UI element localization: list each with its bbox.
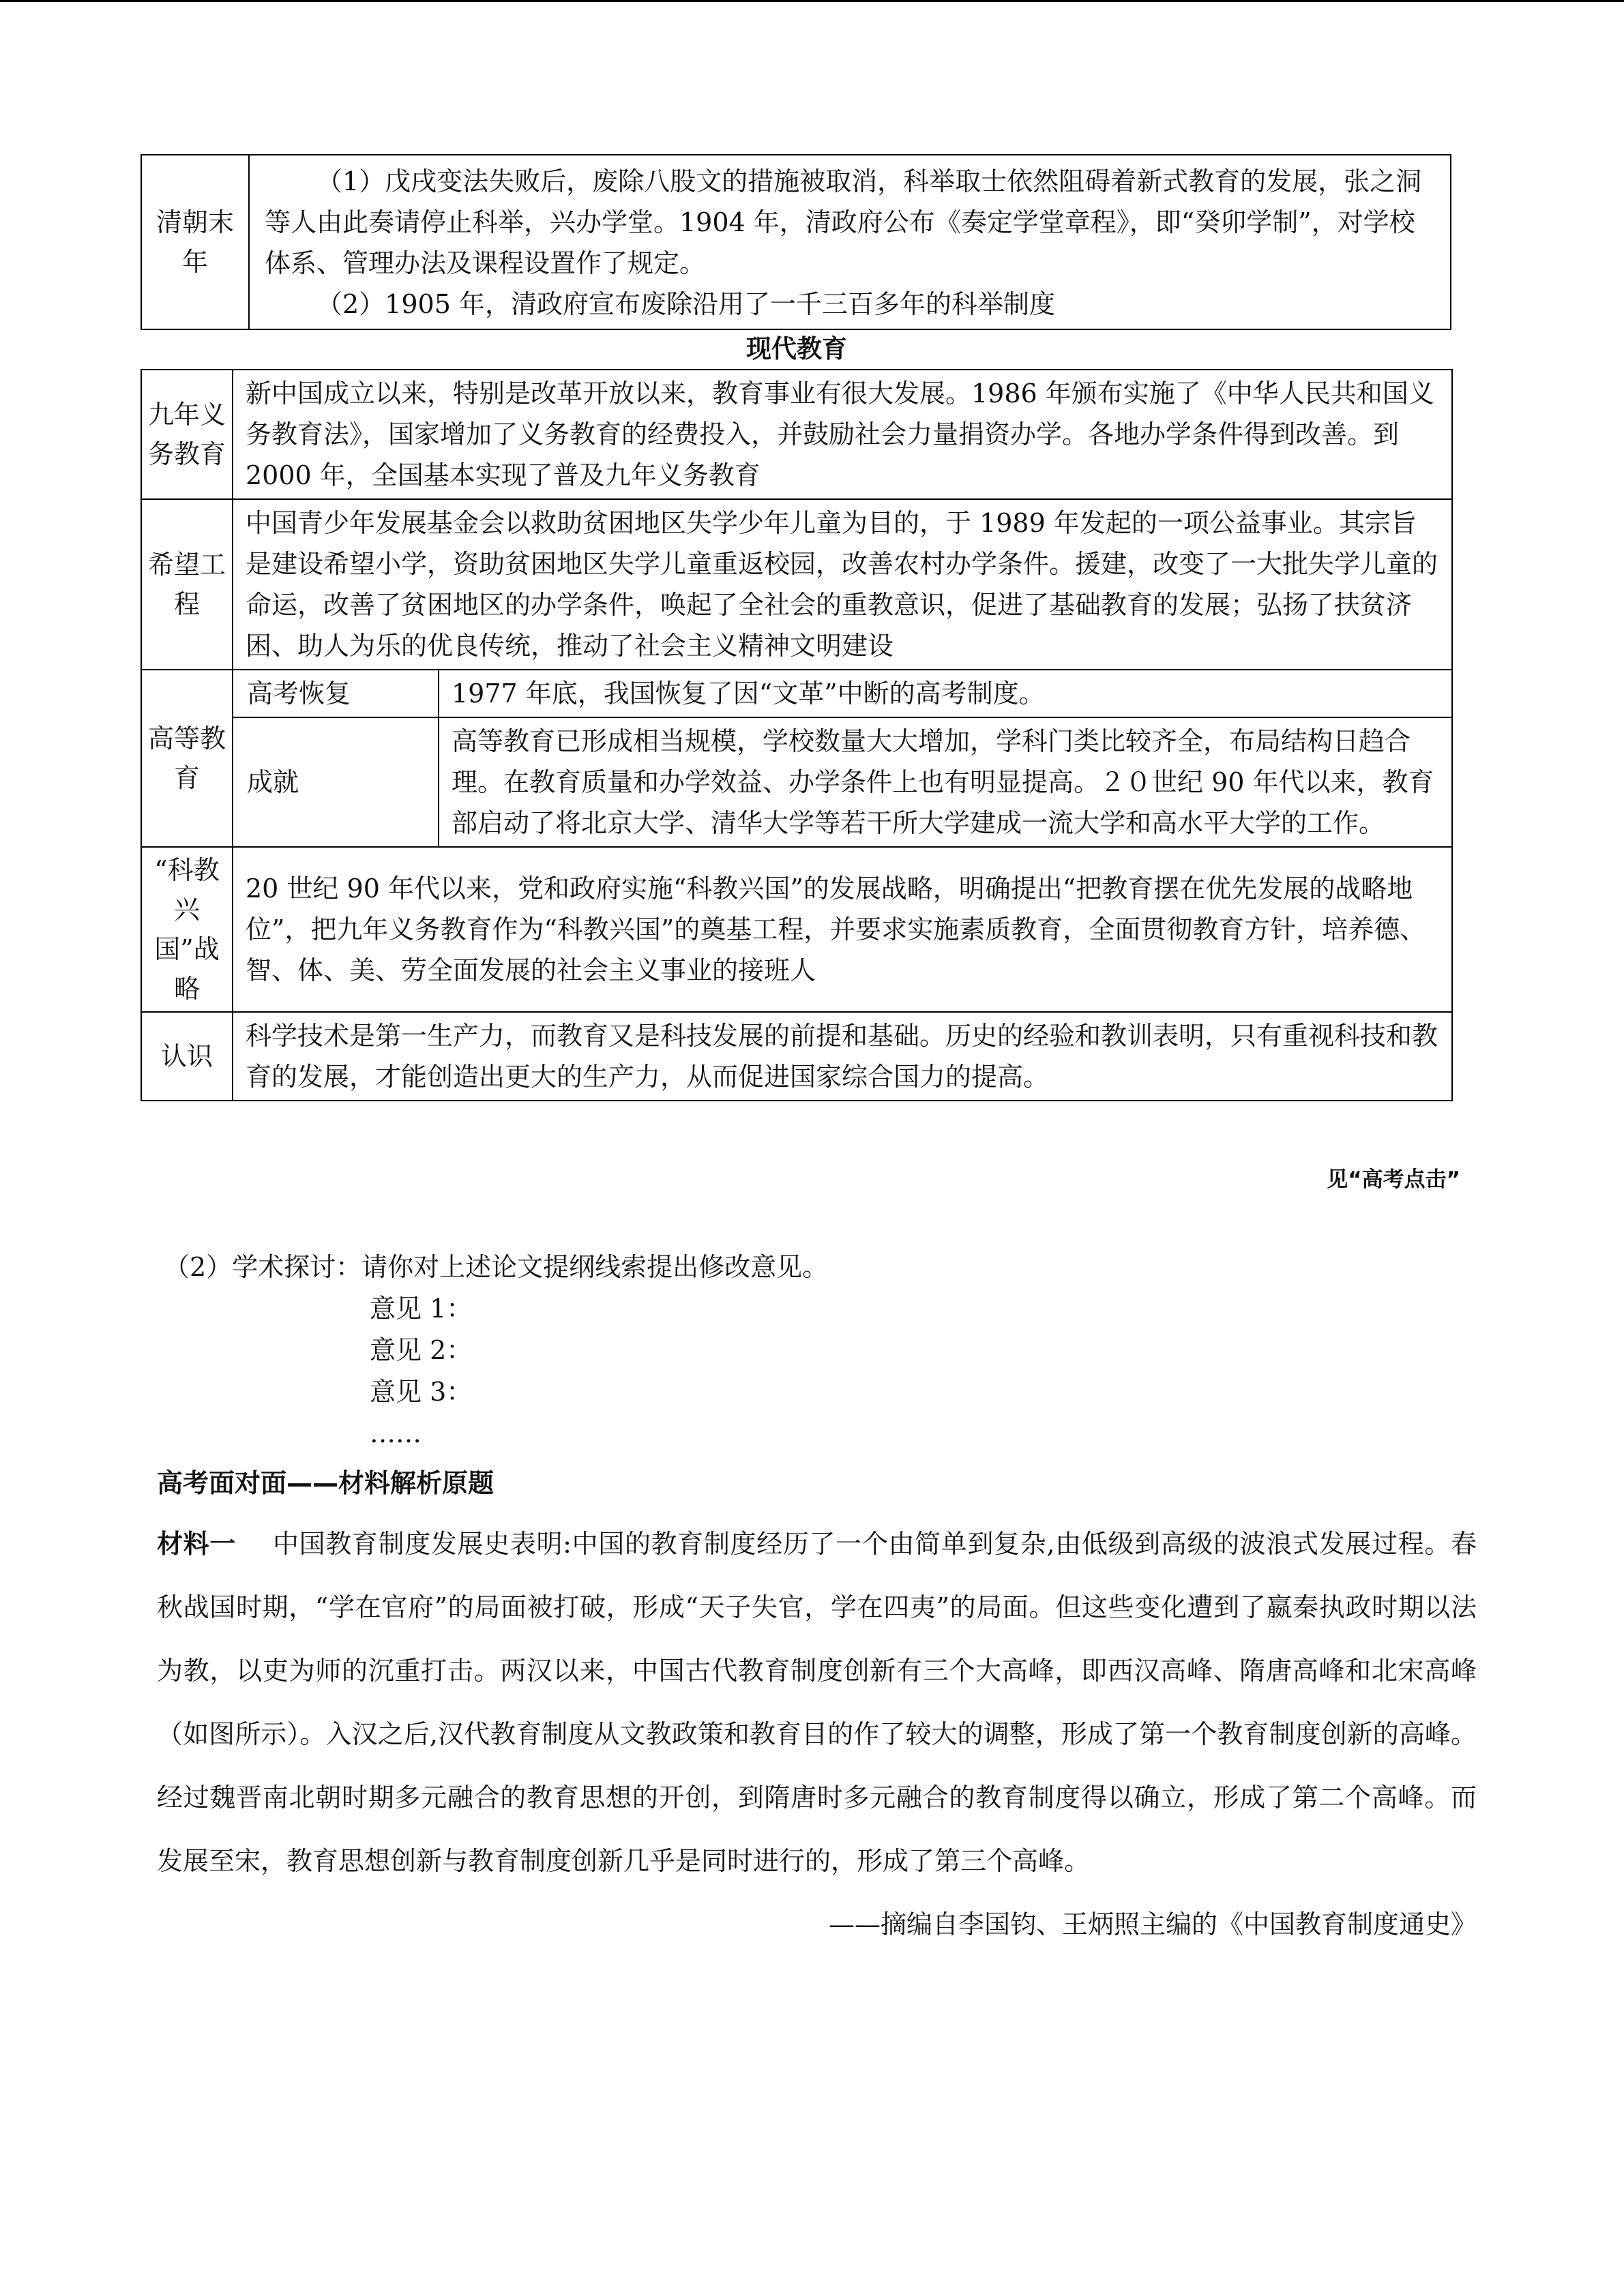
- material-label: 材料一: [157, 1529, 236, 1559]
- row-label-higher-education: 高等教育: [141, 670, 233, 847]
- row-label-strategy: “科教兴国”战略: [141, 847, 233, 1012]
- material-text: 中国教育制度发展史表明:中国的教育制度经历了一个由简单到复杂,由低级到高级的波浪式发展过程。春秋战国时期，“学在官府”的局面被打破，形成“天子失官，学在四夷”的局面。但这些变化遭到了嬴秦执政时期以法为教，以吏为师的沉重打击。两汉以来，中国古代教育制度创新有三个大高峰，即西汉高峰、隋唐高峰和北宋高峰（如图所示）。入汉之后,汉代教育制度从文教政策和教育目的作了较大的调整，形成了第一个教育制度创新的高峰。经过魏晋南北朝时期多元融合的教育思想的开创，到隋唐时多元融合的教育制度得以确立，形成了第二个高峰。而发展至宋，教育思想创新与教育制度创新几乎是同时进行的，形成了第三个高峰。: [157, 1529, 1477, 1876]
- row-label-hope-project: 希望工程: [141, 499, 233, 670]
- opinion-1: 意见 1：: [370, 1294, 473, 1324]
- material-source: ——摘编自李国钧、王炳照主编的《中国教育制度通史》: [828, 1909, 1477, 1939]
- table-row: [141, 155, 1451, 329]
- row-content-strategy: 20 世纪 90 年代以来，党和政府实施“科教兴国”的发展战略，明确提出“把教育摆在优先发展的战略地位”，把九年义务教育作为“科教兴国”的奠基工程，并要求实施素质教育，全面贯彻教育方针，培养德、智、体、美、劳全面发展的社会主义事业的接班人: [233, 847, 1452, 1012]
- question-prompt: （2）学术探讨：请你对上述论文提纲线索提出修改意见。: [164, 1252, 829, 1282]
- row-label-compulsory: 九年义务教育: [141, 370, 233, 499]
- see-exam-note: 见“高考点击”: [1327, 1167, 1460, 1192]
- material-one: [157, 1512, 1477, 1956]
- opinion-2: 意见 2：: [370, 1335, 473, 1365]
- table-row: [141, 717, 1452, 847]
- row-content-compulsory: 新中国成立以来，特别是改革开放以来，教育事业有很大发展。1986 年颁布实施了《中华人民共和国义务教育法》，国家增加了义务教育的经费投入，并鼓励社会力量捐资办学。各地办学条件得到改善。到 2000 年，全国基本实现了普及九年义务教育: [233, 370, 1452, 499]
- qing-dynasty-table: [141, 154, 1451, 330]
- modern-education-table: [141, 369, 1453, 1101]
- opinion-3: 意见 3：: [370, 1377, 473, 1407]
- sub-label-achievement: 成就: [233, 717, 439, 847]
- modern-education-title: 现代教育: [746, 334, 847, 363]
- sub-label-exam-restore: 高考恢复: [233, 670, 439, 717]
- sub-content-achievement: 高等教育已形成相当规模，学校数量大大增加，学科门类比较齐全，布局结构日趋合理。在教育质量和办学效益、办学条件上也有明显提高。２０世纪 90 年代以来，教育部启动了将北京大学、清华大学等若干所大学建成一流大学和高水平大学的工作。: [439, 717, 1452, 847]
- table-row: [141, 370, 1452, 499]
- row-content-hope-project: 中国青少年发展基金会以救助贫困地区失学少年儿童为目的，于 1989 年发起的一项公益事业。其宗旨是建设希望小学，资助贫困地区失学儿童重返校园，改善农村办学条件。援建，改变了一大批失学儿童的命运，改善了贫困地区的办学条件，唤起了全社会的重教意识，促进了基础教育的发展；弘扬了扶贫济困、助人为乐的优良传统，推动了社会主义精神文明建设: [233, 499, 1452, 670]
- table-row: [141, 499, 1452, 670]
- row-content-understanding: 科学技术是第一生产力，而教育又是科技发展的前提和基础。历史的经验和教训表明，只有重视科技和教育的发展，才能创造出更大的生产力，从而促进国家综合国力的提高。: [233, 1012, 1452, 1101]
- opinion-ellipsis: ……: [370, 1418, 422, 1448]
- qing-paragraph-1: （1）戊戌变法失败后，废除八股文的措施被取消，科举取士依然阻碍着新式教育的发展，张之洞等人由此奏请停止科举，兴办学堂。1904 年，清政府公布《奏定学堂章程》，即“癸卯学制”，对学校体系、管理办法及课程设置作了规定。: [265, 166, 1422, 278]
- section-heading: 高考面对面——材料解析原题: [157, 1468, 494, 1498]
- row-content-qing: [249, 155, 1451, 329]
- row-label-qing: 清朝末年: [141, 155, 249, 329]
- sub-content-exam-restore: 1977 年底，我国恢复了因“文革”中断的高考制度。: [439, 670, 1452, 717]
- question-block: [164, 1247, 828, 1455]
- page-top-border: [0, 0, 1624, 2]
- qing-paragraph-2: （2）1905 年，清政府宣布废除沿用了一千三百多年的科举制度: [316, 289, 1055, 319]
- row-label-understanding: 认识: [141, 1012, 233, 1101]
- table-row: [141, 670, 1452, 717]
- table-row: [141, 1012, 1452, 1101]
- table-row: [141, 847, 1452, 1012]
